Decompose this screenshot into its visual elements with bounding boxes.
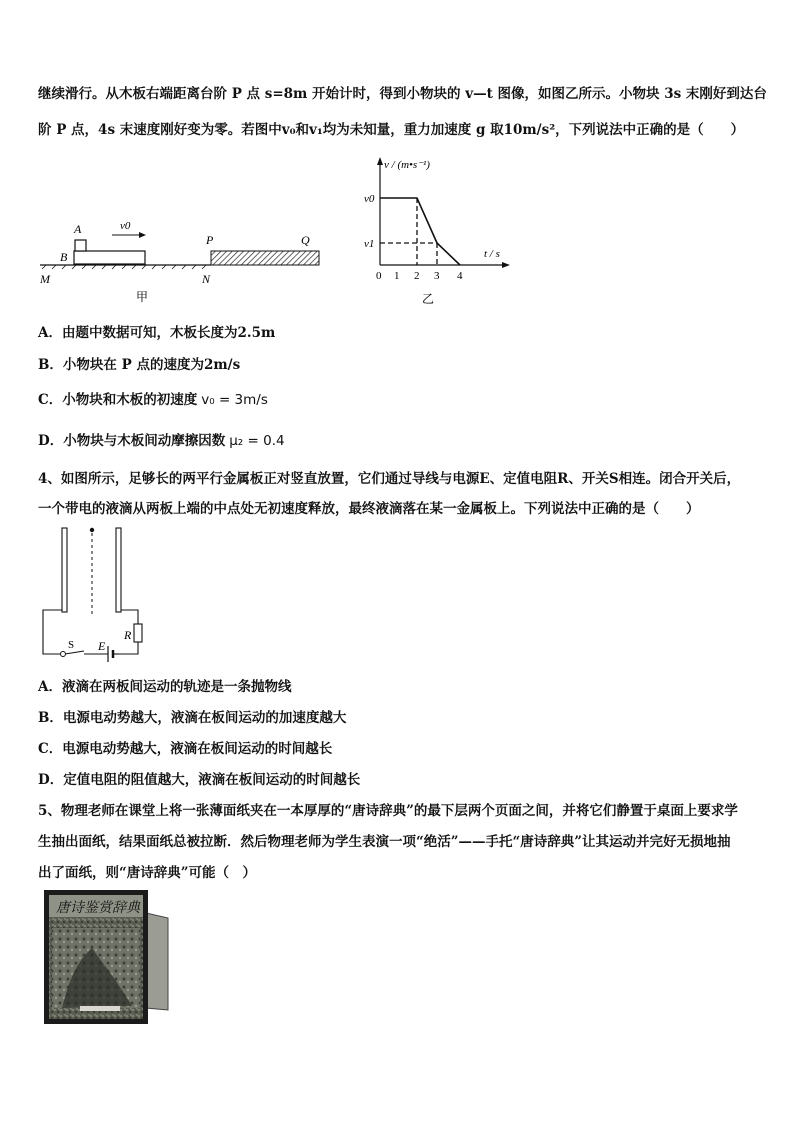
q5-stem-line-1: 5、物理老师在课堂上将一张薄面纸夹在一本厚厚的“唐诗辞典”的最下层两个页面之间，并将它们静置于桌面上要求学 <box>38 803 738 819</box>
y-tick-v0: v0 <box>364 193 375 205</box>
x-tick-0: 0 <box>376 270 382 282</box>
q3-option-d <box>38 429 285 449</box>
left-plate <box>62 528 67 612</box>
q4-option-c: C．电源电动势越大，液滴在板间运动的时间越长 <box>38 741 333 757</box>
x-tick-1: 1 <box>394 270 400 282</box>
label-m: M <box>40 272 50 286</box>
q3-option-c-text: C．小物块和木板的初速度 <box>38 392 198 408</box>
q3-stem-line-2: 阶 P 点，4s 末速度刚好变为零。若图中v₀和v₁均为未知量，重力加速度 g 取10m/s²，下列说法中正确的是（ ） <box>38 122 745 138</box>
q3-option-b: B．小物块在 P 点的速度为2m/s <box>38 357 241 373</box>
vt-graph-line <box>380 198 460 265</box>
label-r: R <box>124 628 132 642</box>
label-a: A <box>74 222 82 236</box>
x-tick-4: 4 <box>457 270 463 282</box>
q4-option-a: A．液滴在两板间运动的轨迹是一条抛物线 <box>38 679 292 695</box>
q4-option-d: D．定值电阻的阻值越大，液滴在板间运动的时间越长 <box>38 772 361 788</box>
caption-yi: 乙 <box>422 292 435 306</box>
figure-jia <box>36 215 326 310</box>
book-cover-title: 唐诗鉴赏辞典 <box>56 901 140 916</box>
figure-yi <box>360 155 520 310</box>
y-tick-v1: v1 <box>364 238 375 250</box>
label-q: Q <box>301 233 310 247</box>
figure-circuit <box>38 524 148 664</box>
caption-jia: 甲 <box>136 290 149 304</box>
label-s: S <box>68 639 75 651</box>
q3-option-d-text: D．小物块与木板间动摩擦因数 <box>38 433 226 449</box>
board <box>74 251 145 264</box>
label-e: E <box>98 639 106 653</box>
label-n: N <box>202 272 211 286</box>
droplet <box>90 528 94 532</box>
x-tick-2: 2 <box>414 270 420 282</box>
q4-stem-line-2: 一个带电的液滴从两板上端的中点处无初速度释放，最终液滴落在某一金属板上。下列说法中正确的是（ ） <box>38 501 700 517</box>
resistor <box>134 624 142 642</box>
q3-option-c-math: v₀ = 3m/s <box>201 392 268 408</box>
right-plate <box>116 528 121 612</box>
q5-stem-line-2: 生抽出面纸，结果面纸总被拉断．然后物理老师为学生表演一项“绝活”——手托“唐诗辞典”让其运动并完好无损地抽 <box>38 834 731 850</box>
q5-stem-line-3: 出了面纸，则“唐诗辞典”可能（ ） <box>38 865 257 881</box>
y-axis-label: v / (m•s⁻¹) <box>384 159 430 171</box>
q3-stem-line-1: 继续滑行。从木板右端距离台阶 P 点 s=8m 开始计时，得到小物块的 v—t 图像，如图乙所示。小物块 3s 末刚好到达台 <box>38 86 767 102</box>
q3-option-a: A．由题中数据可知，木板长度为2.5m <box>38 325 276 341</box>
label-b: B <box>60 250 68 264</box>
x-tick-3: 3 <box>434 270 440 282</box>
x-axis-label: t / s <box>484 248 500 260</box>
block <box>75 240 86 251</box>
q4-option-b: B．电源电动势越大，液滴在板间运动的加速度越大 <box>38 710 347 726</box>
label-v0: v0 <box>120 220 131 232</box>
q3-option-d-math: μ₂ = 0.4 <box>229 433 285 449</box>
label-p: P <box>206 233 214 247</box>
book-photo <box>42 888 174 1026</box>
q4-stem-line-1: 4、如图所示，足够长的两平行金属板正对竖直放置，它们通过导线与电源E、定值电阻R、开关S相连。闭合开关后， <box>38 471 741 487</box>
q3-option-c <box>38 388 268 408</box>
